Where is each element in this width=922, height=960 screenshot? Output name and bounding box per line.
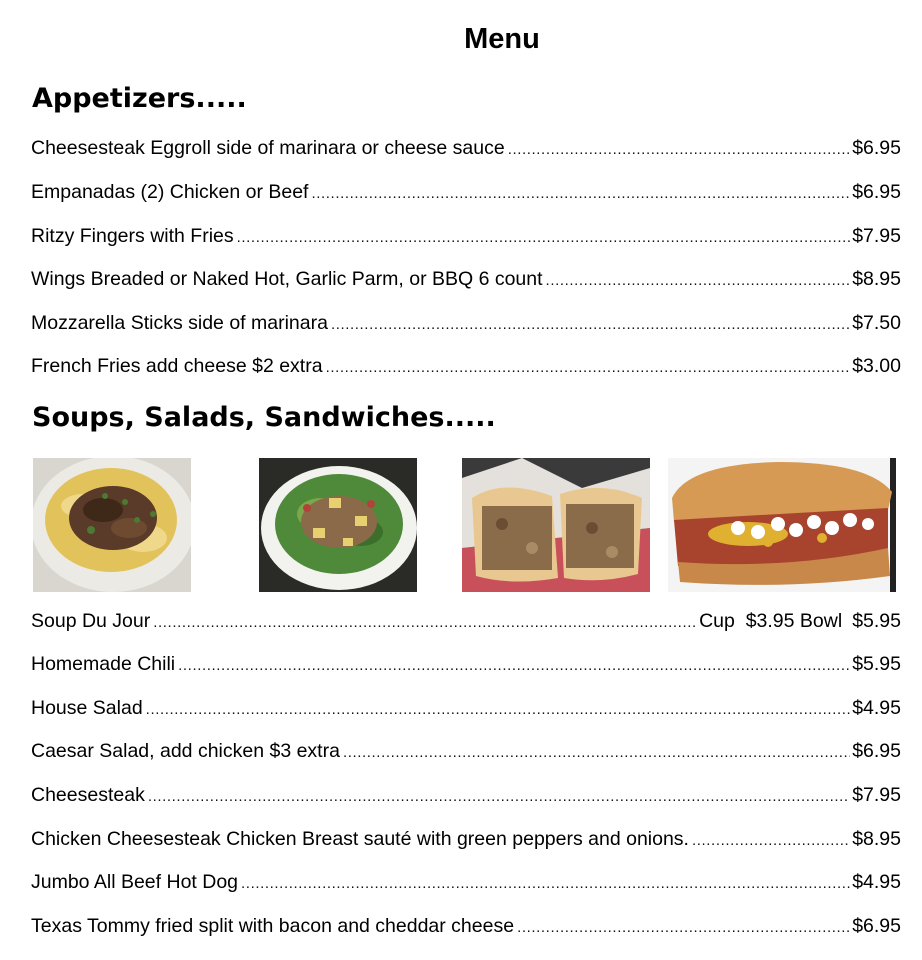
menu-item xyxy=(31,351,901,381)
item-price: $6.95 xyxy=(852,915,901,937)
item-name: Cheesesteak xyxy=(31,784,145,806)
dot-leader xyxy=(241,869,850,899)
item-price: $8.95 xyxy=(852,268,901,290)
menu-item xyxy=(31,133,901,163)
dot-leader xyxy=(148,782,850,812)
item-name: Caesar Salad, add chicken $3 extra xyxy=(31,740,340,762)
menu-item xyxy=(31,221,901,251)
item-size-options: Cup $3.95 Bowl xyxy=(699,610,843,632)
loaded-fries-photo-icon xyxy=(33,458,191,592)
cheesesteak-photo-icon xyxy=(462,458,650,592)
item-price: $5.95 xyxy=(852,610,901,632)
menu-item xyxy=(31,649,901,679)
item-name: Chicken Cheesesteak Chicken Breast sauté with green peppers and onions. xyxy=(31,828,689,850)
item-name: House Salad xyxy=(31,697,143,719)
dot-leader xyxy=(311,179,850,209)
dot-leader xyxy=(517,913,850,943)
dot-leader xyxy=(343,738,850,768)
item-price: $7.95 xyxy=(852,784,901,806)
menu-item xyxy=(31,780,901,810)
item-name: Empanadas (2) Chicken or Beef xyxy=(31,181,309,203)
section-heading-soups-salads-sandwiches: Soups, Salads, Sandwiches..... xyxy=(32,402,496,433)
dot-leader xyxy=(237,223,851,253)
item-name: Soup Du Jour xyxy=(31,610,151,632)
item-price: $4.95 xyxy=(852,871,901,893)
item-price: $8.95 xyxy=(852,828,901,850)
item-price: $6.95 xyxy=(852,740,901,762)
dot-leader xyxy=(331,310,850,340)
menu-item xyxy=(31,867,901,897)
dot-leader xyxy=(326,353,851,383)
item-name: Ritzy Fingers with Fries xyxy=(31,225,234,247)
item-price: $7.50 xyxy=(852,312,901,334)
item-name: Texas Tommy fried split with bacon and cheddar cheese xyxy=(31,915,515,937)
dot-leader xyxy=(546,266,851,296)
item-name: French Fries add cheese $2 extra xyxy=(31,355,323,377)
dot-leader xyxy=(153,608,697,638)
section-heading-appetizers: Appetizers..... xyxy=(32,83,247,114)
item-name: Mozzarella Sticks side of marinara xyxy=(31,312,328,334)
item-price: $7.95 xyxy=(852,225,901,247)
menu-item xyxy=(31,824,901,854)
item-price: $4.95 xyxy=(852,697,901,719)
item-name: Wings Breaded or Naked Hot, Garlic Parm, or BBQ 6 count xyxy=(31,268,543,290)
menu-item xyxy=(31,736,901,766)
menu-item xyxy=(31,308,901,338)
item-name: Cheesesteak Eggroll side of marinara or cheese sauce xyxy=(31,137,505,159)
menu-item xyxy=(31,264,901,294)
dot-leader xyxy=(692,826,850,856)
item-name: Jumbo All Beef Hot Dog xyxy=(31,871,239,893)
item-price: $3.00 xyxy=(852,355,901,377)
dot-leader xyxy=(508,135,851,165)
item-price: $6.95 xyxy=(852,137,901,159)
item-price: $5.95 xyxy=(852,653,901,675)
salad-photo-icon xyxy=(259,458,417,592)
menu-item xyxy=(31,911,901,941)
menu-item xyxy=(31,693,901,723)
menu-item xyxy=(31,606,901,636)
item-name: Homemade Chili xyxy=(31,653,176,675)
menu-title: Menu xyxy=(464,23,540,55)
menu-item xyxy=(31,177,901,207)
hot-dog-photo-icon xyxy=(668,458,896,592)
item-price: $6.95 xyxy=(852,181,901,203)
dot-leader xyxy=(146,695,851,725)
dot-leader xyxy=(178,651,850,681)
